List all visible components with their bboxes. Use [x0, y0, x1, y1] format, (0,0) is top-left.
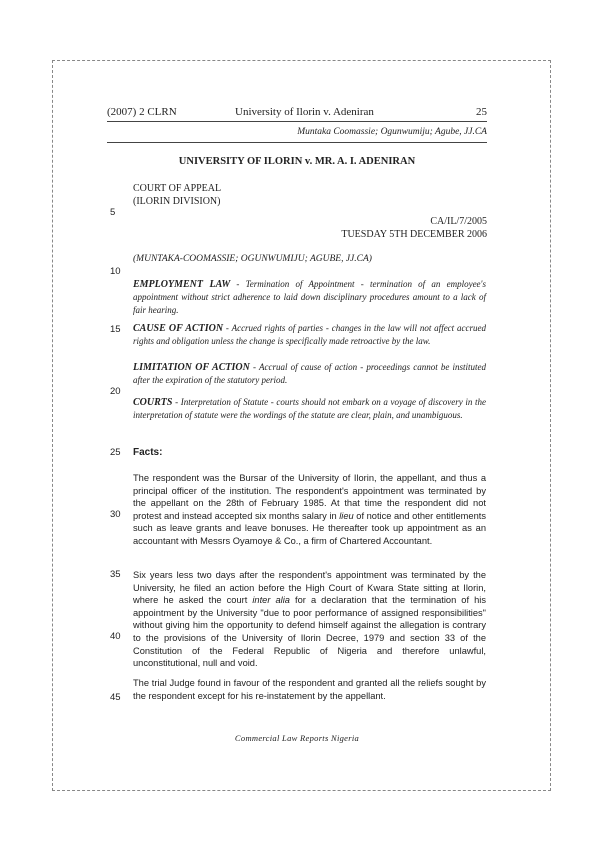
court-division: (ILORIN DIVISION)	[133, 196, 221, 207]
header-rule-top	[107, 121, 487, 122]
facts-italic: lieu	[339, 510, 354, 521]
headnote-label: LIMITATION OF ACTION	[133, 362, 250, 373]
facts-heading: Facts:	[133, 447, 163, 458]
header-citation: (2007) 2 CLRN	[107, 106, 177, 118]
line-number: 40	[110, 631, 121, 642]
line-number: 5	[110, 207, 116, 218]
line-number: 15	[110, 324, 121, 335]
case-title: UNIVERSITY OF ILORIN v. MR. A. I. ADENIRAN	[178, 156, 416, 167]
header-page-number: 25	[476, 106, 487, 118]
line-number: 30	[110, 509, 121, 520]
facts-paragraph-1	[133, 472, 486, 548]
header-judges: Muntaka Coomassie; Ogunwumiju; Agube, JJ.CA	[297, 127, 487, 137]
headnote-text: - Accrual of cause of action - proceedings cannot be instituted after the expiration of the statutory period.	[133, 362, 486, 385]
page-footer: Commercial Law Reports Nigeria	[234, 733, 360, 743]
line-number: 25	[110, 447, 121, 458]
headnote-employment-law	[133, 278, 486, 317]
headnote-limitation-of-action	[133, 361, 486, 387]
headnote-label: CAUSE OF ACTION	[133, 323, 224, 334]
court-block	[133, 182, 486, 208]
facts-text: of notice and other entitlements such as leave grants and leave bonuses. He thereafter took up appointment as an accountant with Messrs Oyamoye & Co., a firm of Chartered Accountant.	[133, 510, 486, 546]
headnote-text: - Termination of Appointment - termination of an employee's appointment without strict adherence to laid down disciplinary procedures amount to a lack of fair hearing.	[133, 279, 486, 315]
header-case-short: University of Ilorin v. Adeniran	[235, 106, 374, 118]
headnote-label: COURTS	[133, 397, 173, 408]
headnote-text: - Interpretation of Statute - courts should not embark on a voyage of discovery in the interpretation of statute were the wordings of the statute are clear, plain, and unambiguous.	[133, 397, 486, 420]
facts-paragraph-3: The trial Judge found in favour of the respondent and granted all the reliefs sought by the respondent except for his re-instatement by the appellant.	[133, 678, 486, 701]
headnote-courts	[133, 396, 486, 422]
case-number: CA/IL/7/2005	[430, 216, 487, 227]
facts-text: Six years less two days after the respondent's appointment was terminated by the University, he filed an action before the High Court of Kwara State sitting at Ilorin, where he asked the court	[133, 570, 486, 606]
judgment-date: TUESDAY 5TH DECEMBER 2006	[341, 229, 487, 240]
facts-text: The respondent was the Bursar of the University of Ilorin, the appellant, and thus a principal officer of the institution. The respondent's appointment was terminated by the appellant on the 28th of February 1985. At that time the respondent did not protest and instead accepted six months salary in	[133, 473, 486, 521]
facts-text: for a declaration that the termination of his appointment by the University "due to poor performance of assigned responsibilities" without giving him the opportunity to defend himself against the allegation is contrary to the provisions of the University of Ilorin Decree, 1979 and section 33 of the Constitution of the Federal Republic of Nigeria and therefore unlawful, unconstitutional, null and void.	[133, 595, 487, 669]
headnote-text: - Accrued rights of parties - changes in the law will not affect accrued rights and obligation unless the change is specifically made retroactive by the law.	[133, 323, 486, 346]
line-number: 45	[110, 692, 121, 703]
line-number: 10	[110, 266, 121, 277]
line-number: 35	[110, 569, 121, 580]
headnote-label: EMPLOYMENT LAW	[133, 279, 231, 290]
facts-paragraph-2	[133, 569, 486, 670]
headnote-cause-of-action	[133, 322, 486, 348]
facts-italic: inter alia	[252, 595, 290, 606]
court-name: COURT OF APPEAL	[133, 183, 222, 194]
header-rule-bottom	[107, 142, 487, 143]
line-number: 20	[110, 386, 121, 397]
coram: (MUNTAKA-COOMASSIE; OGUNWUMIJU; AGUBE, JJ.CA)	[133, 254, 372, 264]
